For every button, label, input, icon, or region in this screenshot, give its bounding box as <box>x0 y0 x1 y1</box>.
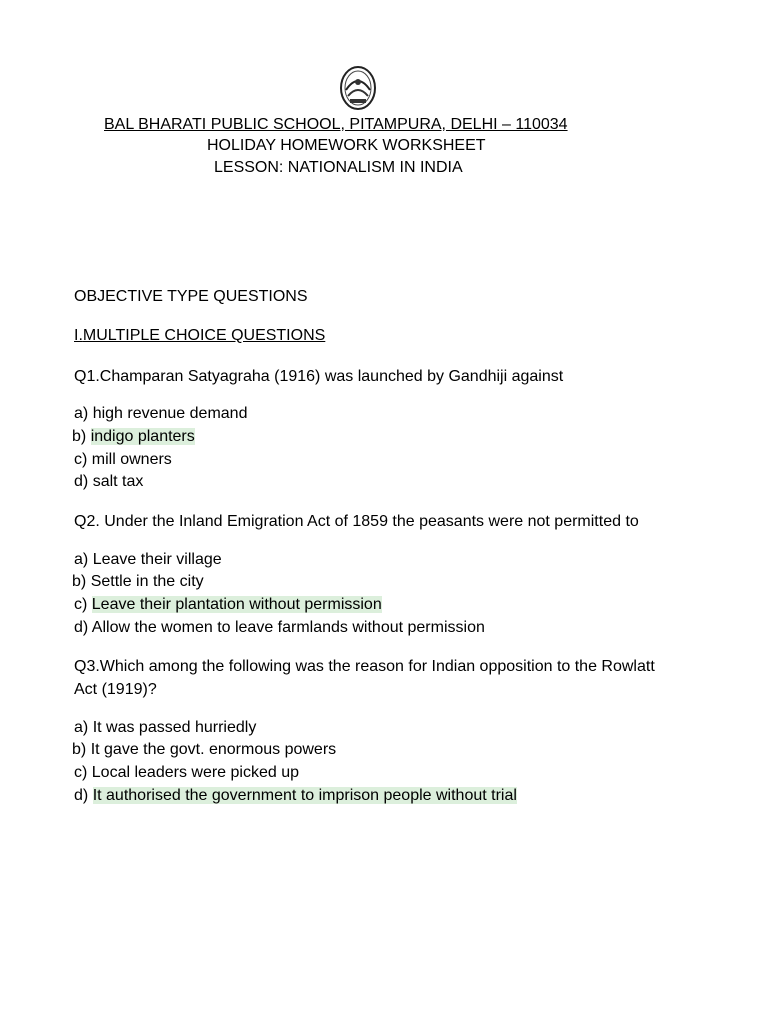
option-label: c) <box>74 764 88 781</box>
q3-option-c <box>74 762 299 784</box>
option-label: d) <box>74 787 89 804</box>
subsection-label: MULTIPLE CHOICE QUESTIONS <box>82 327 326 344</box>
question-3-line-2: Act (1919)? <box>74 681 157 698</box>
option-text: It was passed hurriedly <box>92 719 257 736</box>
option-text-highlighted: indigo planters <box>90 428 195 445</box>
option-label: a) <box>74 551 89 568</box>
q1-option-c <box>74 449 172 471</box>
option-label: b) <box>72 573 87 590</box>
q1-option-d <box>74 471 143 493</box>
question-3-line-1: Q3.Which among the following was the reason for Indian opposition to the Rowlatt <box>74 658 655 675</box>
q1-option-b <box>72 426 195 448</box>
option-text: Settle in the city <box>90 573 204 590</box>
option-label: d) <box>74 619 89 636</box>
school-name: BAL BHARATI PUBLIC SCHOOL, PITAMPURA, DELHI – 110034 <box>104 116 568 133</box>
option-text: Leave their village <box>92 551 222 568</box>
option-label: c) <box>74 451 88 468</box>
option-label: a) <box>74 719 89 736</box>
worksheet-title: HOLIDAY HOMEWORK WORKSHEET <box>207 137 486 154</box>
option-label: b) <box>72 428 87 445</box>
q1-option-a <box>74 403 247 425</box>
option-text-highlighted: It authorised the government to imprison people without trial <box>92 787 517 804</box>
section-title: OBJECTIVE TYPE QUESTIONS <box>74 288 308 305</box>
question-2: Q2. Under the Inland Emigration Act of 1859 the peasants were not permitted to <box>74 513 639 530</box>
q2-option-b <box>72 571 204 593</box>
q2-option-a <box>74 549 222 571</box>
option-label: c) <box>74 596 88 613</box>
option-text: Allow the women to leave farmlands without permission <box>91 619 485 636</box>
q3-option-a <box>74 717 256 739</box>
option-text-highlighted: Leave their plantation without permission <box>91 596 382 613</box>
school-emblem-icon <box>336 64 380 114</box>
option-text: It gave the govt. enormous powers <box>90 741 337 758</box>
option-text: mill owners <box>91 451 172 468</box>
option-text: high revenue demand <box>92 405 248 422</box>
option-label: d) <box>74 473 89 490</box>
subsection-prefix: I. <box>74 327 83 344</box>
q3-option-b <box>72 739 336 761</box>
option-label: a) <box>74 405 89 422</box>
option-text: salt tax <box>92 473 144 490</box>
subsection-title <box>74 325 325 347</box>
option-label: b) <box>72 741 87 758</box>
question-1: Q1.Champaran Satyagraha (1916) was launched by Gandhiji against <box>74 368 564 385</box>
q2-option-c <box>74 594 382 616</box>
q3-option-d <box>74 785 517 807</box>
option-text: Local leaders were picked up <box>91 764 300 781</box>
lesson-title: LESSON: NATIONALISM IN INDIA <box>214 159 463 176</box>
q2-option-d <box>74 617 485 639</box>
